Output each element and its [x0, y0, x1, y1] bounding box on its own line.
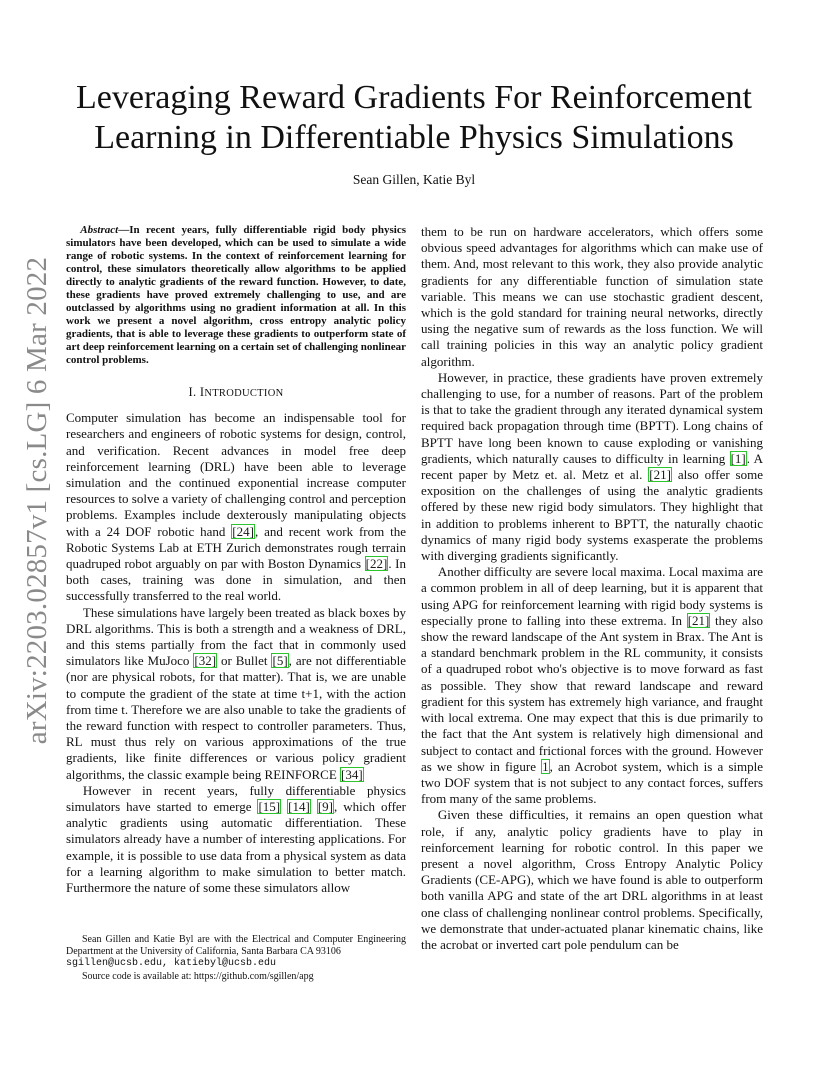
citation-link[interactable]: [15]	[258, 799, 281, 815]
citation-link[interactable]: [21]	[649, 467, 671, 483]
abstract	[66, 224, 406, 367]
citation-link[interactable]: [32]	[194, 653, 217, 669]
abstract-label: Abstract	[80, 224, 119, 236]
footnote	[66, 934, 406, 983]
arxiv-identifier	[18, 256, 58, 744]
footnote-affiliation: Sean Gillen and Katie Byl are with the Electrical and Computer Engineering Department at the University of California, Santa Barbara CA 93106	[66, 934, 406, 958]
section-initial: I	[199, 385, 205, 399]
figure-link[interactable]: 1	[542, 758, 549, 774]
authors: Sean Gillen, Katie Byl	[352, 172, 476, 187]
intro-paragraph-2: These simulations have largely been treated as black boxes by DRL algorithms. This is both a strength and a weakness of DRL, and this stems partially from the fact that in commonly used simulators like MuJoco [32] or Bullet [5], are not differentiable (nor are physical robots, for that matter). That is, we are unable to compute the gradient of the state at time t+1, with the action from time t. Therefore we are also unable to take the gradients of the reward function with respect to controller parameters. Thus, RL must thus rely on various approximations of the true gradients, like finite differences or various policy gradient algorithms, the classic example being REINFORCE [34]	[66, 604, 406, 782]
footnote-source[interactable]: Source code is available at: https://github.com/sgillen/apg	[82, 970, 314, 982]
section-heading-introduction	[66, 384, 406, 402]
abstract-text: —In recent years, fully differentiable rigid body physics simulators have been developed, which can be used to simulate a wide range of robotic systems. In the context of reinforcement learning for control, these simulators theoretically allow algorithms to be applied directly to analytic gradients of the reward function. However, to date, these gradients have proved extremely challenging to use, and are outclassed by algorithms using no gradient information at all. In this work we present a novel algorithm, cross entropy analytic policy gradients, that is able to leverage these gradients to outperform state of art deep reinforcement learning on a certain set of challenging nonlinear control problems.	[66, 224, 406, 366]
intro-paragraph-1: Computer simulation has become an indispensable tool for researchers and engineers of robotic systems for design, control, and verification. Recent advances in model free deep reinforcement learning (DRL) have been able to leverage simulation and the continued exponential increase computer resources to solve a variety of challenging control and perception problems. Examples include dexterously manipulating objects with a 24 DOF robotic hand [24], and recent work from the Robotic Systems Lab at ETH Zurich demonstrates rough terrain quadruped robot arguably on par with Boston Dynamics [22]. In both cases, training was done in simulation, and then successfully transferred to the real world.	[66, 410, 407, 604]
citation-link[interactable]: [21]	[687, 612, 710, 628]
citation-link[interactable]: [24]	[232, 523, 254, 539]
right-paragraph-4: Given these difficulties, it remains an open question what role, if any, analytic policy gradients have to play in reinforcement learning for robotic control. In this paper we present a novel algorithm, Cross Entropy Analytic Policy Gradients (CE-APG), which we have found is able to outperform both vanilla APG and state of the art DRL algorithms in at least one class of challenging nonlinear control problems. Specifically, we demonstrate that under-actuated planar kinematic chains, like the acrobat or inverted cart pole pendulum can be	[421, 807, 763, 952]
footnote-emails[interactable]: sgillen@ucsb.edu, katiebyl@ucsb.edu	[66, 958, 277, 970]
citation-link[interactable]: [1]	[730, 450, 746, 466]
citation-link[interactable]: [14]	[288, 799, 310, 815]
right-column	[421, 224, 763, 953]
left-column	[66, 224, 406, 896]
paper-title: Leveraging Reward Gradients For Reinforcement Learning in Differentiable Physics Simulations	[76, 79, 752, 156]
intro-paragraph-3: However in recent years, fully differentiable physics simulators have started to emerge [15] [14] [9], which offer analytic gradients using automatic differentiation. These simulators already have a number of interesting applications. For example, it is possible to use data from a physical system as data for a learning algorithm to make simulation to better match. Furthermore the nature of some these simulators allow	[66, 782, 407, 896]
right-paragraph-2: However, in practice, these gradients have proven extremely challenging to use, for a number of reasons. Part of the problem is that to take the gradient through any iterated dynamical system required back propagation through time (BPTT). Long chains of BPTT have long been known to cause exploding or vanishing gradients, which naturally causes to difficulty in learning [1]. A recent paper by Metz et. al. Metz et al. [21] also offer some exposition on the challenges of using the analytic gradients offered by these new rigid body simulators. They highlight that in addition to problems inherent to BPTT, the naturally chaotic dynamics of many rigid body systems exasperate the problems with diverging gradients significantly.	[421, 369, 764, 564]
section-rest: NTRODUCTION	[204, 388, 284, 399]
citation-link[interactable]: [22]	[365, 556, 388, 572]
right-paragraph-3: Another difficulty are severe local maxima. Local maxima are a common problem in all of deep learning, but it is apparent that using APG for reinforcement learning with rigid body systems is especially prone to falling into these extrema. In [21] they also show the reward landscape of the Ant system in Brax. The Ant is a standard benchmark problem in the RL community, it consists of a quadruped robot who's objective is to move forward as fast as possible. They show that reward landscape and reward gradient for this system has extremely high variance, and fraught with local extrema. One may expect that this is due primarily to the fact that the Ant system is relatively high dimensional and subject to contact and frictional forces with the ground. However as we show in figure 1, an Acrobot system, which is a simple two DOF system that is not subject to any contact forces, suffers from many of the same problems.	[421, 564, 764, 807]
right-paragraph-1: them to be run on hardware accelerators, which offers some obvious speed advantages for algorithms which can make use of them. And, most relevant to this work, they also provide analytic gradients for any differentiable function of simulation state variable. This means we can use stochastic gradient descent, which is the gold standard for training neural networks, directly using the negative sum of rewards as the loss function. We will call training policies in this way an analytic policy gradient algorithm.	[421, 224, 763, 369]
citation-link[interactable]: [34]	[341, 766, 363, 782]
section-number: I.	[188, 385, 200, 399]
citation-link[interactable]: [9]	[317, 799, 333, 815]
arxiv-identifier-text: arXiv:2203.02857v1 [cs.LG] 6 Mar 2022	[21, 256, 54, 744]
citation-link[interactable]: [5]	[272, 653, 288, 669]
